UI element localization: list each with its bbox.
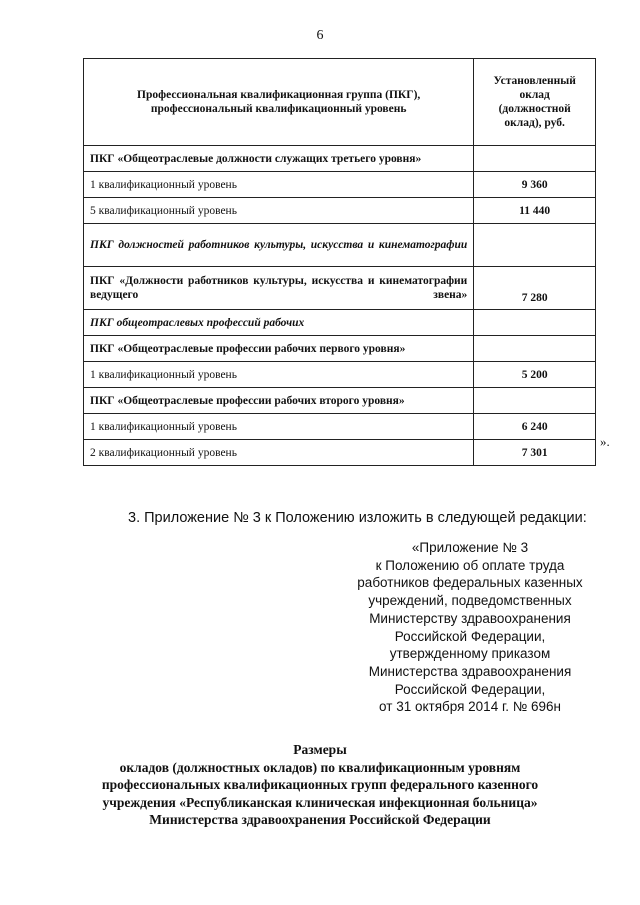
- appendix-line: «Приложение № 3: [411, 540, 529, 555]
- row-amount: 7 280: [474, 267, 596, 310]
- table-row: [84, 146, 596, 172]
- table-row: [84, 198, 596, 224]
- row-label: 1 квалификационный уровень: [84, 414, 474, 440]
- table-row: [84, 388, 596, 414]
- appendix-line: Российской Федерации,: [394, 628, 546, 644]
- header-group-line: Профессиональная квалификационная группа (ПКГ),: [137, 89, 421, 101]
- appendix-line: Министерству здравоохранения: [369, 610, 571, 626]
- table-row: [84, 310, 596, 336]
- row-amount: 7 301: [474, 440, 596, 466]
- row-amount: [474, 388, 596, 414]
- row-label: ПКГ «Общеотраслевые профессии рабочих первого уровня»: [84, 336, 474, 362]
- salary-table: [83, 58, 596, 466]
- header-salary-line: оклад), руб.: [504, 117, 565, 129]
- row-amount: 11 440: [474, 198, 596, 224]
- row-label: ПКГ «Должности работников культуры, искусства и кинематографии ведущего звена»: [84, 267, 474, 310]
- header-group-line: профессиональный квалификационный уровень: [150, 103, 407, 115]
- appendix-line: утвержденному приказом: [389, 646, 551, 662]
- table-row: [84, 172, 596, 198]
- appendix-reference-block: [340, 539, 600, 716]
- row-label: 5 квалификационный уровень: [84, 198, 474, 224]
- table-row: [84, 414, 596, 440]
- title-line: Министерства здравоохранения Российской Федерации: [149, 812, 491, 827]
- row-label: 2 квалификационный уровень: [84, 440, 474, 466]
- item-3-paragraph: 3. Приложение № 3 к Положению изложить в следующей редакции:: [128, 510, 587, 526]
- row-amount: [474, 310, 596, 336]
- row-amount: [474, 336, 596, 362]
- row-label: 1 квалификационный уровень: [84, 362, 474, 388]
- appendix-line: Российской Федерации,: [394, 681, 546, 697]
- appendix-line: к Положению об оплате труда: [375, 557, 565, 573]
- row-label: ПКГ «Общеотраслевые профессии рабочих второго уровня»: [84, 388, 474, 414]
- table-row: [84, 362, 596, 388]
- row-amount: 9 360: [474, 172, 596, 198]
- header-salary-line: оклад: [519, 89, 550, 101]
- table-row: [84, 224, 596, 267]
- header-salary-line: Установленный: [493, 75, 576, 87]
- header-salary-column: [474, 59, 596, 146]
- header-group-column: [84, 59, 474, 146]
- document-title: [40, 741, 600, 829]
- closing-quote-mark: ».: [600, 434, 610, 449]
- table-header-row: [84, 59, 596, 146]
- row-label: ПКГ «Общеотраслевые должности служащих третьего уровня»: [84, 146, 474, 172]
- title-line: профессиональных квалификационных групп федерального казенного: [101, 777, 539, 792]
- table-row: [84, 267, 596, 310]
- appendix-line: от 31 октября 2014 г. № 696н: [379, 699, 561, 715]
- row-amount: 5 200: [474, 362, 596, 388]
- row-label: 1 квалификационный уровень: [84, 172, 474, 198]
- title-line: учреждения «Республиканская клиническая инфекционная больница»: [102, 794, 538, 810]
- table-row: [84, 336, 596, 362]
- title-line: Размеры: [293, 742, 347, 757]
- row-amount: 6 240: [474, 414, 596, 440]
- header-salary-line: (должностной: [498, 103, 571, 115]
- appendix-line: учреждений, подведомственных: [368, 593, 572, 609]
- row-amount: [474, 146, 596, 172]
- row-label: ПКГ должностей работников культуры, искусства и кинематографии: [84, 224, 474, 267]
- row-amount: [474, 224, 596, 267]
- row-label: ПКГ общеотраслевых профессий рабочих: [84, 310, 474, 336]
- appendix-line: работников федеральных казенных: [357, 575, 583, 591]
- appendix-line: Министерства здравоохранения: [368, 663, 572, 679]
- table-row: [84, 440, 596, 466]
- title-line: окладов (должностных окладов) по квалификационным уровням: [119, 759, 521, 775]
- page-number: 6: [316, 28, 324, 43]
